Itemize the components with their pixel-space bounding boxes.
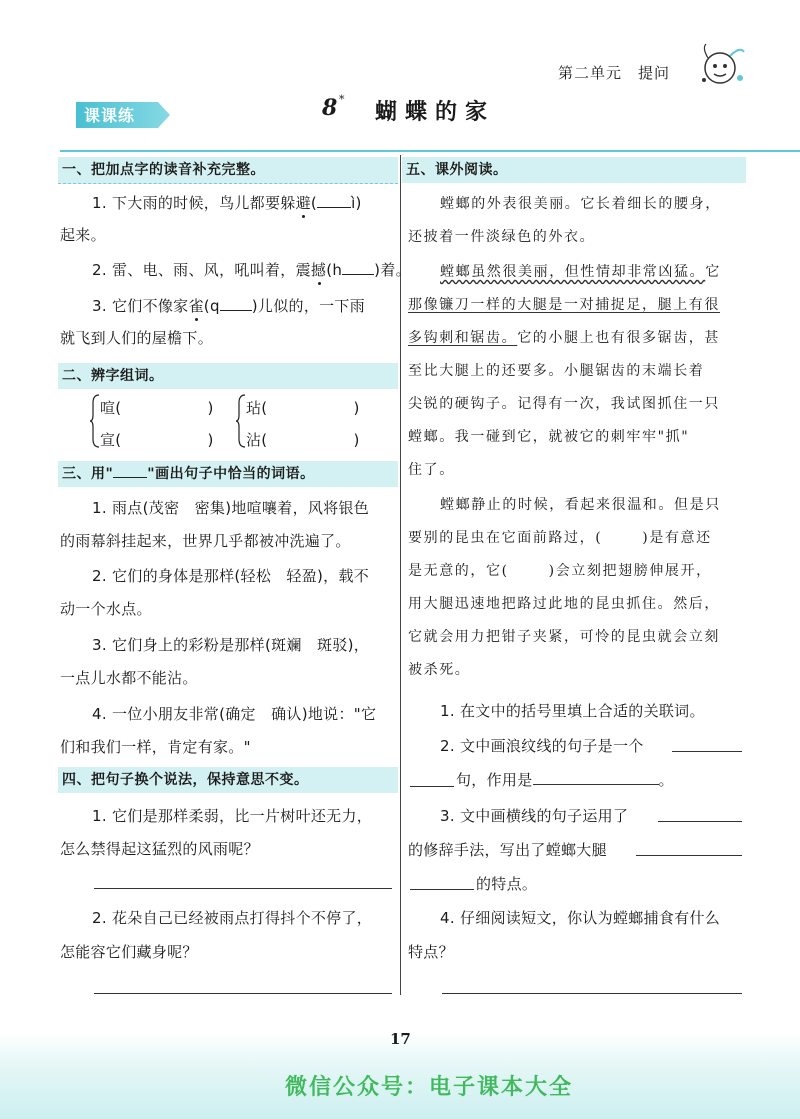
s2-word2: 宣( ): [100, 431, 214, 449]
p2-line3: 至比大腿上的还要多。小腿锯齿的末端长着: [408, 363, 705, 379]
s3-q4-line2: 们和我们一样，肯定有家。": [60, 738, 251, 756]
brace-icon: [90, 393, 100, 449]
p1-line1: 螳螂的外表很美丽。它长着细长的腰身，: [440, 196, 721, 212]
s1-q3-line2: 就飞到人们的屋檐下。: [60, 329, 214, 347]
wavy-sentence: 螳螂虽然很美丽，但性情却非常凶猛。: [440, 264, 706, 280]
r-q2-blank3[interactable]: [533, 770, 659, 785]
unit-label: [558, 62, 670, 83]
s2-word4: 沾( ): [246, 431, 360, 449]
dotted-char: 雀: [188, 297, 204, 315]
s3-q2-line2: 动一个水点。: [60, 600, 152, 618]
p3-line6: 被杀死。: [408, 662, 471, 678]
r-q3-line2: 的修辞手法，写出了螳螂大腿: [408, 841, 607, 859]
p2-line4: 尖锐的硬钩子。记得有一次，我试图抓住一只: [408, 396, 720, 412]
r-q4-answer-line[interactable]: [442, 993, 742, 994]
p2-line2: 多钩刺和锯齿。它的小腿上也有很多锯齿，甚: [408, 330, 721, 346]
s1-q1-line1: 1. 下大雨的时候，鸟儿都要躲避( ì): [92, 194, 362, 212]
s3-q1-line2: 的雨幕斜挂起来，世界几乎都被冲洗遍了。: [60, 532, 351, 550]
page-number: 17: [390, 1030, 411, 1048]
lesson-star: *: [339, 93, 345, 106]
p3-line2: 要别的昆虫在它面前路过，( )是有意还: [408, 530, 712, 546]
brace-icon: [236, 393, 246, 449]
s4-q2-answer-line[interactable]: [94, 993, 392, 994]
column-divider: [400, 155, 401, 995]
s3-q3-line2: 一点儿水都不能沾。: [60, 669, 198, 687]
s3-q2-line1: 2. 它们的身体是那样(轻松 轻盈)，载不: [92, 567, 370, 585]
badge-label: 课课练: [84, 106, 136, 125]
s4-q1-line2: 怎么禁得起这猛烈的风雨呢？: [60, 840, 259, 858]
r-q4-line1: 4. 仔细阅读短文，你认为螳螂捕食有什么: [440, 909, 721, 927]
r-q3-blank1[interactable]: [658, 821, 742, 822]
underlined-sentence: 多钩刺和锯齿。: [408, 330, 518, 346]
s2-word1: 喧( ): [100, 399, 214, 417]
s1-q1-blank[interactable]: [317, 193, 351, 208]
p2-line6: 住了。: [408, 462, 455, 478]
s2-word3: 玷( ): [246, 399, 360, 417]
r-q3-line1: 3. 文中画横线的句子运用了: [440, 807, 629, 825]
s1-q2-line: 2. 雷、电、雨、风，吼叫着，震撼(h )着。: [92, 261, 411, 279]
r-q3-blank3[interactable]: [410, 889, 474, 890]
r-q1: 1. 在文中的括号里填上合适的关联词。: [440, 702, 705, 720]
mascot-icon: [696, 40, 748, 92]
s4-q2-line2: 怎能容它们藏身呢？: [60, 943, 198, 961]
section2-title: 二、辨字组词。: [58, 363, 398, 389]
section5-title: 五、课外阅读。: [402, 157, 746, 183]
header-rule: [60, 150, 800, 152]
p3-line3: 是无意的，它( )会立刻把翅膀伸展开，: [408, 563, 712, 579]
lesson-number: 8: [322, 95, 338, 121]
s1-q3-line1: 3. 它们不像家雀(q )儿似的，一下雨: [92, 297, 366, 315]
s4-q1-answer-line[interactable]: [94, 888, 392, 889]
dotted-char: 避: [295, 194, 311, 212]
p2-line0: 螳螂虽然很美丽，但性情却非常凶猛。它: [440, 264, 721, 280]
p3-line5: 它就会用力把钳子夹紧，可怜的昆虫就会立刻: [408, 629, 720, 645]
p3-line1: 螳螂静止的时候，看起来很温和。但是只: [440, 497, 721, 513]
r-q2-blank1[interactable]: [672, 751, 742, 752]
lesson-title: 蝴蝶的家: [375, 99, 496, 125]
s4-q1-line1: 1. 它们是那样柔弱，比一片树叶还无力，: [92, 807, 373, 825]
page-header: [0, 0, 800, 150]
r-q3-blank2[interactable]: [636, 855, 742, 856]
r-q2-line1: 2. 文中画浪纹线的句子是一个: [440, 737, 644, 755]
s3-q1-line1: 1. 雨点(茂密 密集)地喧嚷着，风将银色: [92, 499, 370, 517]
underline-sample: [113, 465, 147, 478]
r-q2-line2: 句，作用是 。: [456, 771, 674, 789]
p2-line1: [408, 294, 720, 314]
s1-q1-line2: 起来。: [60, 226, 106, 244]
section4-title: 四、把句子换个说法，保持意思不变。: [58, 767, 398, 793]
s1-q2-blank[interactable]: [342, 260, 374, 275]
s4-q2-line1: 2. 花朵自己已经被雨点打得抖个不停了，: [92, 909, 373, 927]
p2-line5: 螳螂。我一碰到它，就被它的刺牢牢"抓": [408, 429, 690, 445]
p3-line4: 用大腿迅速地把路过此地的昆虫抓住。然后，: [408, 596, 720, 612]
section3-title: 三、用" "画出句子中恰当的词语。: [58, 461, 398, 487]
watermark-text: 微信公众号：电子课本大全: [285, 1075, 574, 1100]
s3-q4-line1: 4. 一位小朋友非常(确定 确认)地说："它: [92, 705, 377, 723]
r-q2-blank2[interactable]: [410, 786, 454, 787]
r-q4-line2: 特点？: [408, 943, 454, 961]
section1-title: 一、把加点字的读音补充完整。: [58, 157, 398, 184]
unit-topic: 提问: [638, 64, 671, 82]
p1-line2: 还披着一件淡绿色的外衣。: [408, 229, 596, 245]
r-q3-line3: 的特点。: [476, 875, 538, 893]
underlined-sentence: 那像镰刀一样的大腿是一对捕捉足，腿上有很: [408, 297, 720, 313]
s3-q3-line1: 3. 它们身上的彩粉是那样(斑斓 斑驳)，: [92, 636, 370, 654]
s1-q3-blank[interactable]: [220, 296, 252, 311]
unit-name: 第二单元: [558, 64, 623, 82]
dotted-char: 撼: [310, 261, 327, 279]
